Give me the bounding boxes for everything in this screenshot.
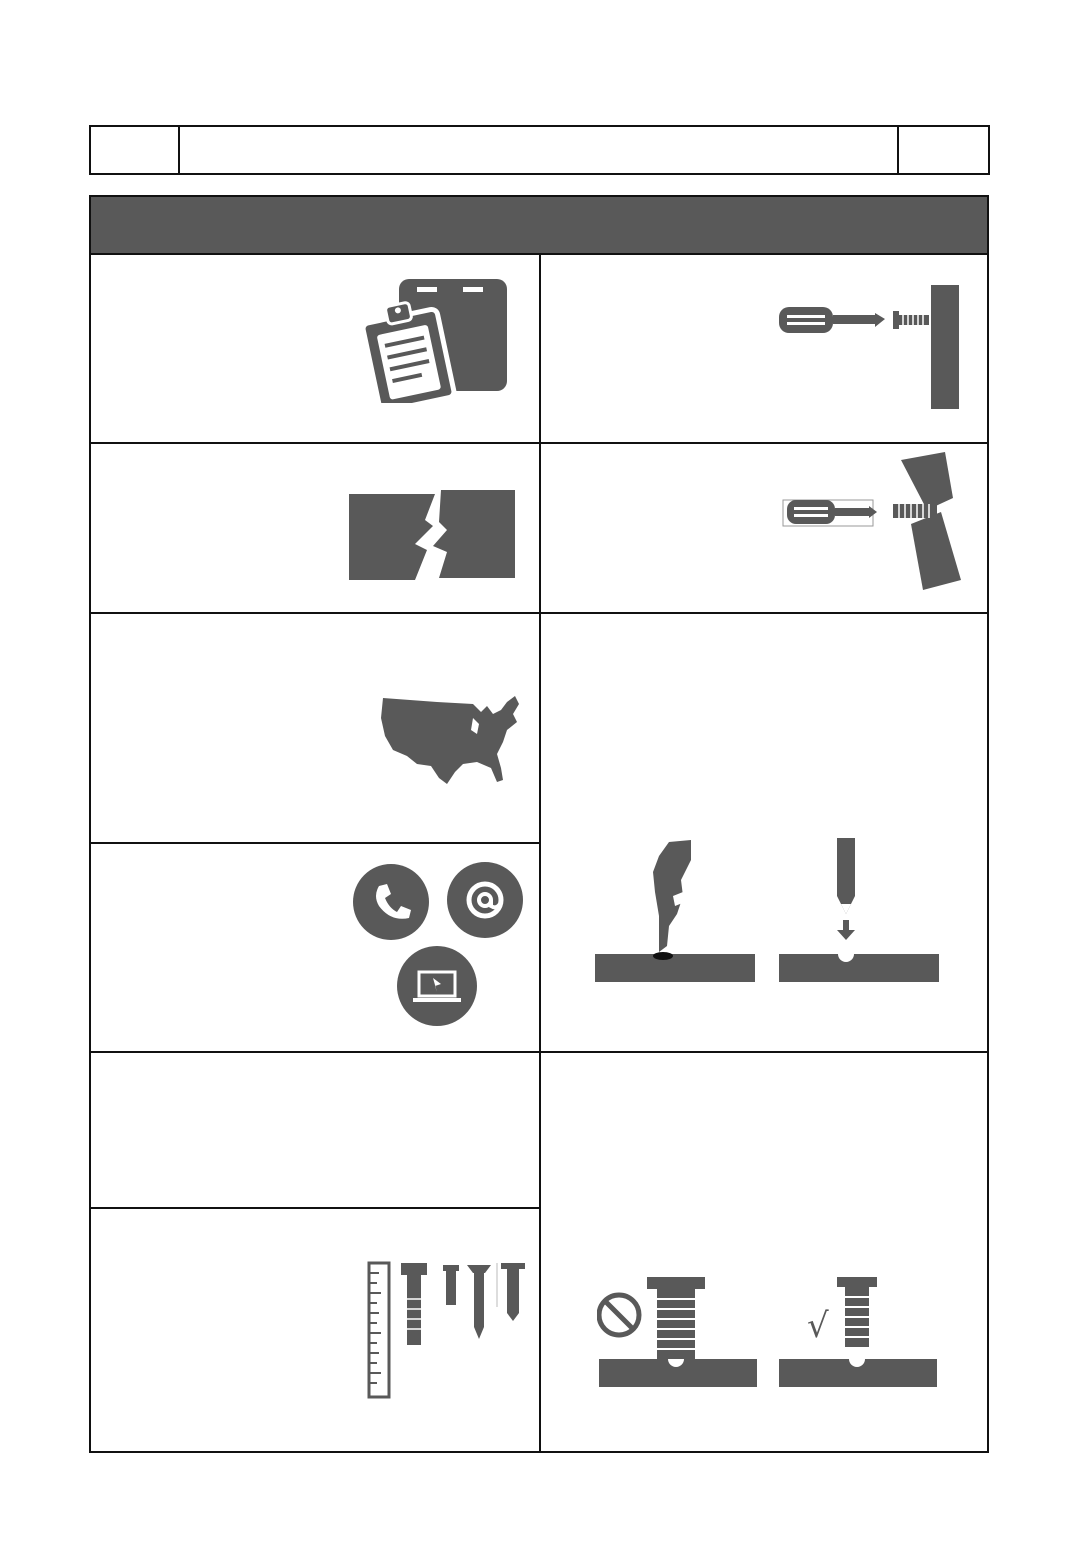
check-mark: √ [807, 1306, 829, 1346]
finger-and-pencil-press-icon [595, 836, 939, 986]
box-with-clipboard-icon [359, 273, 513, 403]
panel-screw-into-wall [539, 255, 987, 442]
panel-usa [91, 612, 539, 842]
usa-map-icon [377, 694, 527, 794]
header-row [89, 125, 990, 175]
phone-email-web-icons [351, 862, 531, 1028]
panel-contact [91, 842, 539, 1051]
screwdriver-and-screw-icon [777, 285, 967, 415]
laptop-icon [397, 946, 477, 1026]
screwdriver-angled-panel-icon [781, 450, 967, 596]
panel-screw-sizes [91, 1207, 539, 1451]
header-cell-title [180, 127, 899, 173]
instruction-grid [89, 195, 989, 1453]
panel-screw-angled [539, 442, 987, 612]
panel-damage [91, 442, 539, 612]
cracked-panel-icon [349, 490, 517, 586]
header-cell-left [91, 127, 180, 173]
panel-press-test [539, 612, 987, 1051]
screw-correct-incorrect-icon [597, 1271, 939, 1393]
panel-blank [91, 1051, 539, 1207]
screw-size-ruler-icon [367, 1259, 535, 1399]
phone-icon [353, 864, 429, 940]
banner [91, 197, 987, 255]
panel-screw-length [539, 1051, 987, 1451]
prohibited-icon [599, 1295, 639, 1335]
email-at-icon [447, 862, 523, 938]
header-cell-right [899, 127, 988, 173]
panel-inventory [91, 255, 539, 442]
